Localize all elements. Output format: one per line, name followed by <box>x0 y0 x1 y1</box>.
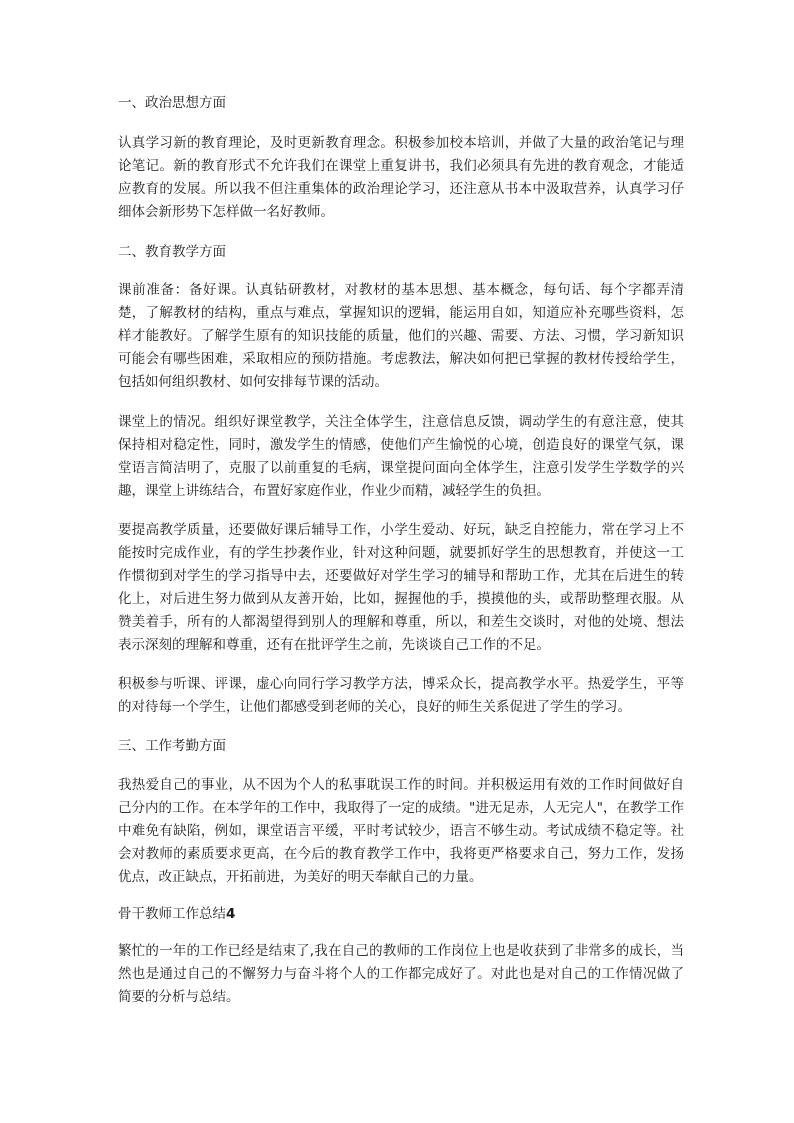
paragraph-tutoring: 要提高教学质量，还要做好课后辅导工作，小学生爱动、好玩，缺乏自控能力，常在学习上不能按时完成作业，有的学生抄袭作业，针对这种问题，就要抓好学生的思想教育，并使这一工作惯彻到对学生的学习指导中去，还要做好对学生学习的辅导和帮助工作，尤其在后进生的转化上，对后进生努力做到从友善开始，比如，握握他的手，摸摸他的头，或帮助整理衣服。从赞美着手，所有的人都渴望得到别人的理解和尊重，所以，和差生交谈时，对他的处境、想法表示深刻的理解和尊重，还有在批评学生之前，先谈谈自己工作的不足。 <box>118 522 684 653</box>
section-heading-teaching: 二、教育教学方面 <box>118 244 226 260</box>
article-title-number: 4 <box>226 906 236 922</box>
document-page <box>118 92 684 1009</box>
paragraph-lesson-preparation: 课前准备：备好课。认真钻研教材，对教材的基本思想、基本概念，每句话、每个字都弄清楚，了解教材的结构，重点与难点，掌握知识的逻辑，能运用自如，知道应补充哪些资料，怎样才能教好。了解学生原有的知识技能的质量，他们的兴趣、需要、方法、习惯，学习新知识可能会有哪些困难，采取相应的预防措施。考虑教法，解决如何把已掌握的教材传授给学生，包括如何组织教材、如何安排每节课的活动。 <box>118 282 684 390</box>
paragraph-politics: 认真学习新的教育理论，及时更新教育理念。积极参加校本培训，并做了大量的政治笔记与理论笔记。新的教育形式不允许我们在课堂上重复讲书，我们必须具有先进的教育观念，才能适应教育的发展。所以我不但注重集体的政治理论学习，还注意从书本中汲取营养，认真学习仔细体会新形势下怎样做一名好教师。 <box>118 135 684 220</box>
article-title-text: 骨干教师工作总结 <box>118 906 226 922</box>
article-title <box>118 903 684 925</box>
paragraph-intro: 繁忙的一年的工作已经是结束了,我在自己的教师的工作岗位上也是收获到了非常多的成长，当然也是通过自己的不懈努力与奋斗将个人的工作都完成好了。对此也是对自己的工作情况做了简要的分析与总结。 <box>118 943 684 1005</box>
section-heading-politics: 一、政治思想方面 <box>118 95 226 111</box>
paragraph-classroom: 课堂上的情况。组织好课堂教学，关注全体学生，注意信息反馈，调动学生的有意注意，使其保持相对稳定性，同时，激发学生的情感，使他们产生愉悦的心境，创造良好的课堂气氛，课堂语言简洁明了，克服了以前重复的毛病，课堂提问面向全体学生，注意引发学生学数学的兴趣，课堂上讲练结合，布置好家庭作业，作业少而精，减轻学生的负担。 <box>118 414 684 499</box>
paragraph-attendance: 我热爱自己的事业，从不因为个人的私事耽误工作的时间。并积极运用有效的工作时间做好自己分内的工作。在本学年的工作中，我取得了一定的成绩。"进无足赤，人无完人"，在教学工作中难免有缺陷，例如，课堂语言平缓，平时考试较少，语言不够生动。考试成绩不稳定等。社会对教师的素质要求更高，在今后的教育教学工作中，我将更严格要求自己，努力工作，发扬优点，改正缺点，开拓前进，为美好的明天奉献自己的力量。 <box>118 777 684 885</box>
section-heading-attendance: 三、工作考勤方面 <box>118 738 226 754</box>
paragraph-observation: 积极参与听课、评课，虚心向同行学习教学方法，博采众长，提高教学水平。热爱学生，平等的对待每一个学生，让他们都感受到老师的关心，良好的师生关系促进了学生的学习。 <box>118 676 684 715</box>
